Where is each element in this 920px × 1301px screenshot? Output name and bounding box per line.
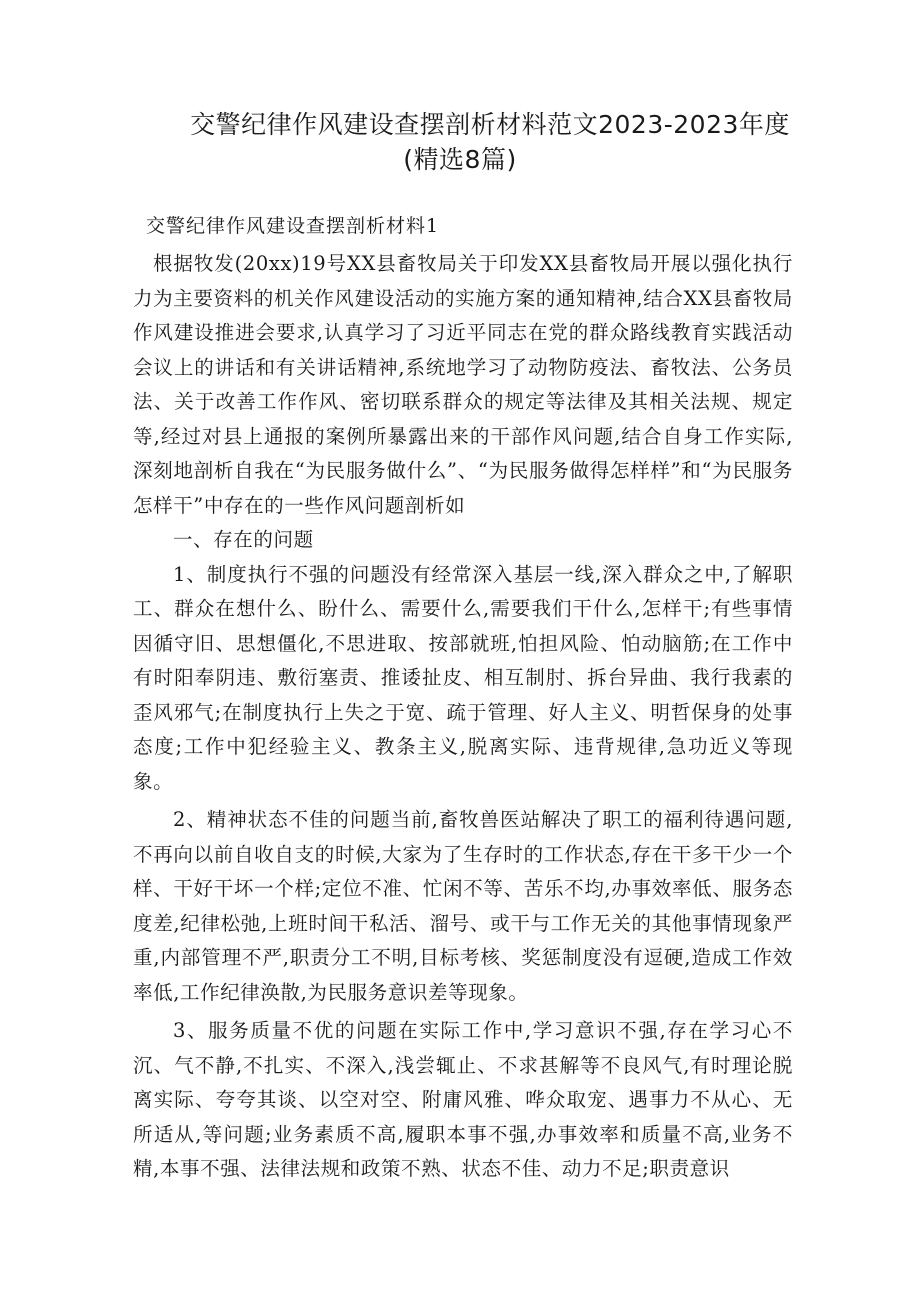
document-title-line-1: 交警纪律作风建设查摆剖析材料范文2023-2023年度 <box>190 110 790 139</box>
problem-paragraph-2: 2、精神状态不佳的问题当前,畜牧兽医站解决了职工的福利待遇问题,不再向以前自收自支的时候,大家为了生存时的工作状态,存在干多干少一个样、干好干坏一个样;定位不准、忙闲不等、苦乐不均,办事效率低、服务态度差,纪律松弛,上班时间干私活、溜号、或干与工作无关的其他事情现象严重,内部管理不严,职责分工不明,目标考核、奖惩制度没有逗硬,造成工作效率低,工作纪律涣散,为民服务意识差等现象。 <box>133 808 793 1004</box>
problem-paragraph-1: 1、制度执行不强的问题没有经常深入基层一线,深入群众之中,了解职工、群众在想什么、盼什么、需要什么,需要我们干什么,怎样干;有些事情因循守旧、思想僵化,不思进取、按部就班,怕担风险、怕动脑筋;在工作中有时阳奉阴违、敷衍塞责、推诿扯皮、相互制肘、拆台异曲、我行我素的歪风邪气;在制度执行上失之于宽、疏于管理、好人主义、明哲保身的处事态度;工作中犯经验主义、教条主义,脱离实际、违背规律,急功近义等现象。 <box>133 562 793 793</box>
document-title-line-2: (精选8篇) <box>403 145 517 174</box>
intro-paragraph: 根据牧发(20xx)19号XX县畜牧局关于印发XX县畜牧局开展以强化执行力为主要资料的机关作风建设活动的实施方案的通知精神,结合XX县畜牧局作风建设推进会要求,认真学习了习近平同志在党的群众路线教育实践活动会议上的讲话和有关讲话精神,系统地学习了动物防疫法、畜牧法、公务员法、关于改善工作作风、密切联系群众的规定等法律及其相关法规、规定等,经过对县上通报的案例所暴露出来的干部作风问题,结合自身工作实际,深刻地剖析自我在“为民服务做什么”、“为民服务做得怎样样”和“为民服务怎样干”中存在的一些作风问题剖析如 <box>133 252 793 517</box>
problems-heading: 一、存在的问题 <box>173 528 314 551</box>
problem-paragraph-3: 3、服务质量不优的问题在实际工作中,学习意识不强,存在学习心不沉、气不静,不扎实、不深入,浅尝辄止、不求甚解等不良风气,有时理论脱离实际、夸夸其谈、以空对空、附庸风雅、哗众取宠、遇事力不从心、无所适从,等问题;业务素质不高,履职本事不强,办事效率和质量不高,业务不精,本事不强、法律法规和政策不熟、状态不佳、动力不足;职责意识 <box>133 1019 793 1180</box>
section-heading: 交警纪律作风建设查摆剖析材料1 <box>146 215 440 237</box>
document-body <box>133 247 793 1187</box>
